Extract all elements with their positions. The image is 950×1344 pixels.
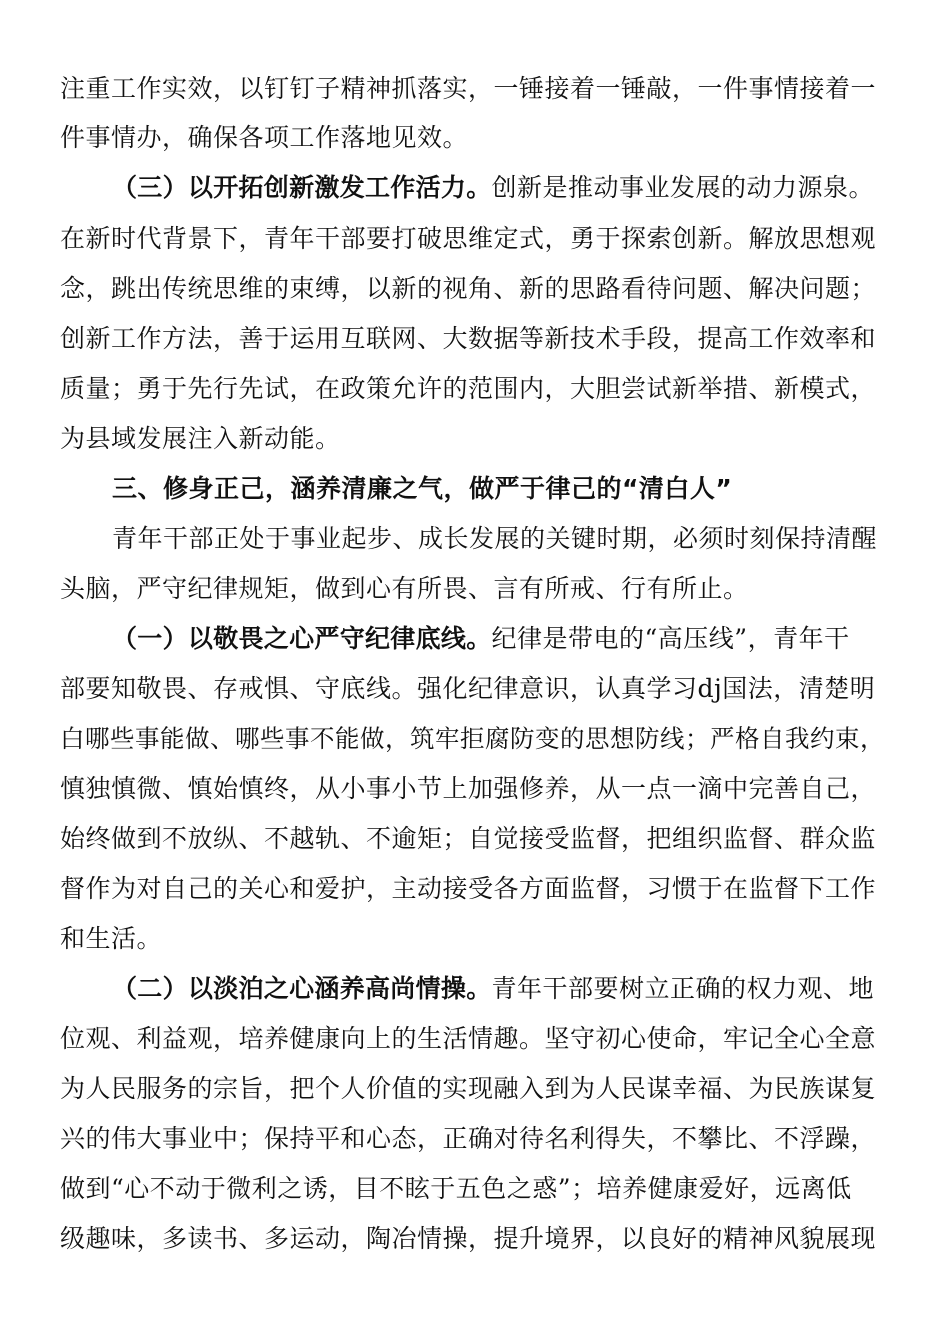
paragraph-line xyxy=(60,222,876,256)
paragraph-line xyxy=(60,1122,876,1156)
paragraph-line xyxy=(60,822,876,856)
body-text: 督作为对自己的关心和爱护，主动接受各方面监督，习惯于在监督下工作 xyxy=(60,874,877,903)
body-text: 注重工作实效，以钉钉子精神抓落实，一锤接着一锤敲，一件事情接着一 xyxy=(60,74,877,103)
body-text: 青年干部正处于事业起步、成长发展的关键时期，必须时刻保持清醒 xyxy=(112,524,878,553)
body-text: 级趣味，多读书、多运动，陶冶情操，提升境界，以良好的精神风貌展现 xyxy=(60,1224,877,1253)
body-text: 和生活。 xyxy=(60,924,163,953)
body-text: 部要知敬畏、存戒惧、守底线。强化纪律意识，认真学习dj国法，清楚明 xyxy=(60,674,876,703)
body-text: 始终做到不放纵、不越轨、不逾矩；自觉接受监督，把组织监督、群众监 xyxy=(60,824,877,853)
paragraph-line xyxy=(60,121,468,155)
paragraph-line xyxy=(60,72,876,106)
paragraph-line xyxy=(60,672,875,706)
paragraph-line xyxy=(60,772,876,806)
body-text: 念，跳出传统思维的束缚，以新的视角、新的思路看待问题、解决问题； xyxy=(60,274,877,303)
paragraph-line xyxy=(60,1072,876,1106)
body-text: 纪律是带电的“高压线”，青年干 xyxy=(491,624,850,653)
body-text: 青年干部要树立正确的权力观、地 xyxy=(491,974,875,1003)
body-text: 白哪些事能做、哪些事不能做，筑牢拒腐防变的思想防线；严格自我约束， xyxy=(60,724,885,753)
subsection-heading: （一）以敬畏之心严守纪律底线。 xyxy=(112,624,492,653)
body-text: 慎独慎微、慎始慎终，从小事小节上加强修养，从一点一滴中完善自己， xyxy=(60,774,877,803)
section-heading-text: 三、修身正己，涵养清廉之气，做严于律己的“清白人” xyxy=(112,474,733,503)
body-text: 为人民服务的宗旨，把个人价值的实现融入到为人民谋幸福、为民族谋复 xyxy=(60,1074,877,1103)
body-text: 头脑，严守纪律规矩，做到心有所畏、言有所戒、行有所止。 xyxy=(60,574,749,603)
paragraph-line xyxy=(112,522,877,556)
body-text: 为县域发展注入新动能。 xyxy=(60,424,341,453)
subsection-heading: （三）以开拓创新激发工作活力。 xyxy=(112,173,492,202)
paragraph-line xyxy=(60,372,876,406)
body-text: 在新时代背景下，青年干部要打破思维定式，勇于探索创新。解放思想观 xyxy=(60,224,877,253)
body-text: 创新是推动事业发展的动力源泉。 xyxy=(491,173,875,202)
subsection-line xyxy=(112,171,874,205)
paragraph-line xyxy=(60,722,885,756)
body-text: 件事情办，确保各项工作落地见效。 xyxy=(60,123,469,152)
paragraph-line xyxy=(60,1022,876,1056)
paragraph-line xyxy=(60,1222,876,1256)
subsection-heading: （二）以淡泊之心涵养高尚情操。 xyxy=(112,974,492,1003)
body-text: 质量；勇于先行先试，在政策允许的范围内，大胆尝试新举措、新模式， xyxy=(60,374,877,403)
paragraph-line xyxy=(60,422,341,456)
section-heading xyxy=(112,472,732,506)
paragraph-line xyxy=(60,272,876,306)
paragraph-line xyxy=(60,1172,852,1206)
subsection-line xyxy=(112,972,874,1006)
paragraph-line xyxy=(60,922,162,956)
paragraph-line xyxy=(60,322,876,356)
body-text: 做到“心不动于微利之诱，目不眩于五色之惑”；培养健康爱好，远离低 xyxy=(60,1174,852,1203)
paragraph-line xyxy=(60,572,749,606)
subsection-line xyxy=(112,622,850,656)
paragraph-line xyxy=(60,872,876,906)
body-text: 位观、利益观，培养健康向上的生活情趣。坚守初心使命，牢记全心全意 xyxy=(60,1024,877,1053)
body-text: 兴的伟大事业中；保持平和心态，正确对待名利得失，不攀比、不浮躁， xyxy=(60,1124,877,1153)
body-text: 创新工作方法，善于运用互联网、大数据等新技术手段，提高工作效率和 xyxy=(60,324,877,353)
